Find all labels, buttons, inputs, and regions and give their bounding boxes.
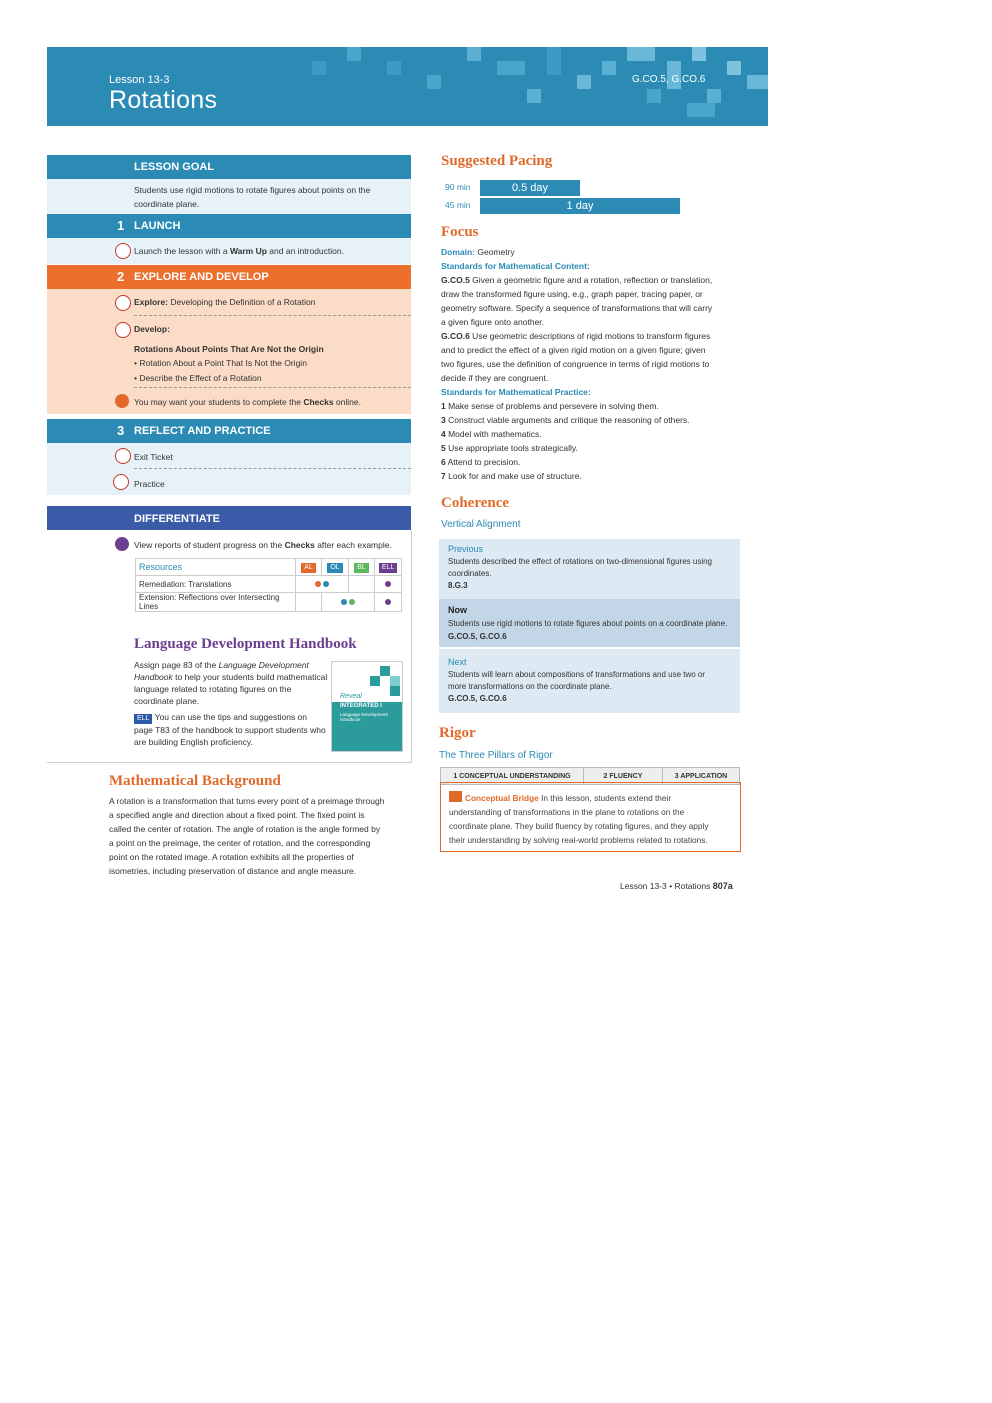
lesson-goal-heading: LESSON GOAL <box>134 161 215 173</box>
resources-table <box>135 558 402 612</box>
reflect-heading: REFLECT AND PRACTICE <box>134 425 271 437</box>
pillar-fluency: 2 FLUENCY <box>584 768 663 785</box>
lesson-number: Lesson 13-3 <box>109 74 170 86</box>
lesson-header <box>47 47 768 126</box>
explore-bar <box>47 265 411 289</box>
conceptual-bridge-box <box>440 782 741 852</box>
differentiate-text: View reports of student progress on the Checks after each example. <box>134 540 392 550</box>
lesson-goal-bar <box>47 155 411 179</box>
group-icon <box>115 448 131 464</box>
develop-bullet-1[interactable]: • Rotation About a Point That Is Not the Origin <box>134 358 307 368</box>
group-icon <box>115 322 131 338</box>
develop-label: Develop: <box>134 324 170 334</box>
handbook-cover <box>331 661 403 752</box>
develop-bullet-2[interactable]: • Describe the Effect of a Rotation <box>134 373 262 383</box>
book-subtitle: Language Development Handbook <box>340 712 388 722</box>
reflect-bar <box>47 419 411 443</box>
resource-extension[interactable]: Extension: Reflections over Intersecting Lines <box>136 593 296 612</box>
tag-al: AL <box>301 563 316 573</box>
tag-ol: OL <box>327 563 342 573</box>
reflect-panel <box>47 443 411 495</box>
table-row <box>136 559 402 576</box>
resource-remediation[interactable]: Remediation: Translations <box>136 576 296 593</box>
page-footer: Lesson 13-3 • Rotations 807a <box>620 881 733 891</box>
pacing-45-label: 45 min <box>445 200 471 210</box>
divider <box>134 387 411 388</box>
lesson-goal-text-2: coordinate plane. <box>134 199 200 209</box>
pillar-application: 3 APPLICATION <box>663 768 740 785</box>
develop-subhead[interactable]: Rotations About Points That Are Not the Origin <box>134 344 324 354</box>
tag-bl: BL <box>354 563 369 573</box>
pacing-90-label: 90 min <box>445 182 471 192</box>
rigor-title: Rigor <box>439 725 476 741</box>
explore-number: 2 <box>117 269 125 284</box>
divider <box>134 468 411 469</box>
pacing-45-bar: 1 day <box>480 198 680 214</box>
math-background-text: A rotation is a transformation that turns every point of a preimage through a specified angle and direction about a fixed point. The fixed point is called the center of rotation. The angle of rotation is the angle formed by a point on the preimage, the center of rotation, and the corresponding point on the rotated image. A rotation exhibits all the properties of isometries, including preservation of distance and angle measure. <box>109 796 385 876</box>
resources-header: Resources <box>136 559 296 576</box>
differentiate-bar <box>47 506 411 530</box>
now-box: Now Students use rigid motions to rotate figures about points on a coordinate plane. G.CO.5, G.CO.6 <box>439 599 740 647</box>
table-row <box>136 593 402 612</box>
launch-heading: LAUNCH <box>134 220 181 232</box>
vertical-alignment-label: Vertical Alignment <box>441 519 521 530</box>
page-number: 807a <box>712 881 733 891</box>
ell-tag: ELL <box>134 714 152 724</box>
lesson-title: Rotations <box>109 86 218 114</box>
launch-number: 1 <box>117 218 125 233</box>
checks-text: You may want your students to complete the Checks online. <box>134 397 361 407</box>
explore-panel <box>47 289 411 414</box>
launch-panel <box>47 238 411 264</box>
chart-icon <box>115 537 129 551</box>
next-box: Next Students will learn about compositions of transformations and use two or more transformations on the coordinate plane. G.CO.5, G.CO.6 <box>439 649 740 713</box>
group-icon <box>115 243 131 259</box>
focus-title: Focus <box>441 224 479 240</box>
reflect-number: 3 <box>117 423 125 438</box>
conceptual-bridge-text: Conceptual Bridge In this lesson, students extend their understanding of transformations in the plane to rotations on the coordinate plane. They build fluency by rotating figures, and they apply their understanding by solving real-world problems related to rotations. <box>449 793 709 845</box>
practice-item[interactable]: Practice <box>134 479 165 489</box>
coherence-title: Coherence <box>441 495 510 511</box>
lesson-goal-panel <box>47 179 411 214</box>
book-title: INTEGRATED I <box>340 703 382 709</box>
launch-text: Launch the lesson with a Warm Up and an introduction. <box>134 246 344 256</box>
pillar-conceptual: 1 CONCEPTUAL UNDERSTANDING <box>441 768 584 785</box>
pacing-90-bar: 0.5 day <box>480 180 580 196</box>
ldh-text: Assign page 83 of the Language Development Handbook to help your students build mathematical language related to rotating figures on the coordinate plane. ELL You can use the tips and suggestions on page T83 of the handbook to support students who are building English proficiency. <box>134 660 328 747</box>
differentiate-heading: DIFFERENTIATE <box>134 513 220 525</box>
header-standards: G.CO.5, G.CO.6 <box>632 74 706 85</box>
divider <box>134 315 411 316</box>
focus-body: Domain: Geometry Standards for Mathematical Content: G.CO.5 Given a geometric figure and a rotation, reflection or translation, draw the transformed figure using, e.g., graph paper, tracing paper, or geometry software. Specify a sequence of transformations that will carry a given figure onto another. G.CO.6 Use geometric descriptions of rigid motions to transform figures and to predict the effect of a given rigid motion on a given figure; given two figures, use the definition of congruence in terms of rigid motions to decide if they are congruent. Standards for Mathematical Practice: 1 Make sense of problems and persevere in solving them. 3 Construct viable arguments and critique the reasoning of others. 4 Model with mathematics. 5 Use appropriate tools strategically. 6 Attend to precision. 7 Look for and make use of structure. <box>441 247 713 481</box>
table-row <box>136 576 402 593</box>
book-brand: Reveal <box>340 693 362 700</box>
lesson-goal-text-1: Students use rigid motions to rotate figures about points on the <box>134 185 371 195</box>
explore-text[interactable]: Explore: Developing the Definition of a Rotation <box>134 297 316 307</box>
exit-ticket-item[interactable]: Exit Ticket <box>134 452 173 462</box>
previous-box: Previous Students described the effect of rotations on two-dimensional figures using coordinates. 8.G.3 <box>439 539 740 599</box>
explore-heading: EXPLORE AND DEVELOP <box>134 271 269 283</box>
ldh-title: Language Development Handbook <box>134 636 357 652</box>
person-icon <box>115 394 129 408</box>
launch-bar <box>47 214 411 238</box>
tag-ell: ELL <box>379 563 397 573</box>
pacing-title: Suggested Pacing <box>441 153 553 169</box>
math-background-title: Mathematical Background <box>109 773 281 789</box>
group-icon <box>115 295 131 311</box>
practice-icon <box>113 474 129 490</box>
rigor-subtitle: The Three Pillars of Rigor <box>439 750 553 761</box>
